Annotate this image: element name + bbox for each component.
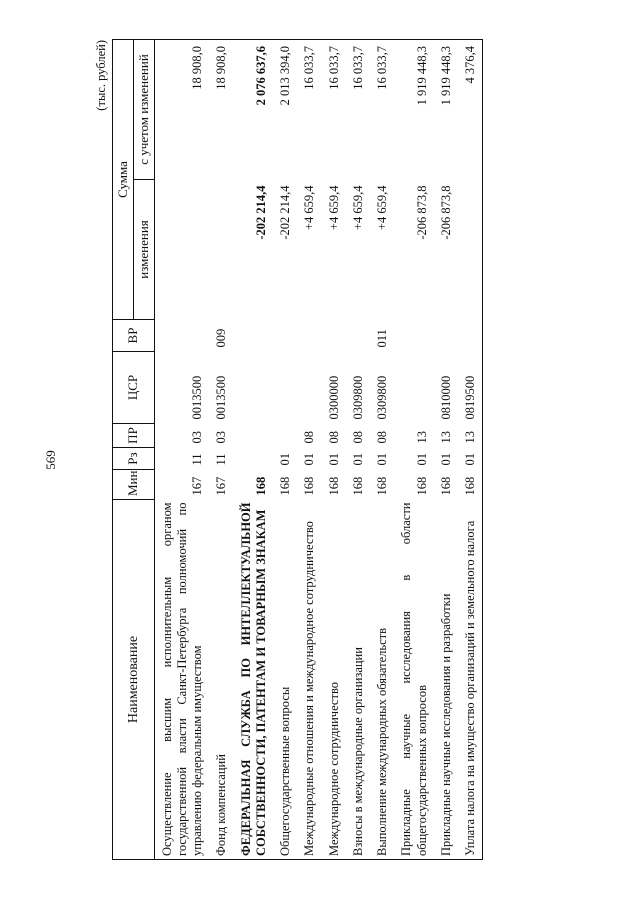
row-csr: 0013500: [190, 375, 205, 420]
table-row: [346, 40, 370, 860]
table-row: [273, 40, 297, 860]
row-vr: 011: [375, 329, 390, 348]
row-change: [154, 180, 209, 320]
row-total: 18 908,0: [209, 40, 233, 180]
row-name: Осуществление высшим исполнительным органом государственной власти Санкт-Петербурга полномочий по управлению федеральным имуществом: [154, 500, 209, 860]
row-rz: 01: [438, 453, 453, 466]
table-row: [154, 40, 209, 860]
row-change: -206 873,8: [414, 185, 429, 240]
row-csr: [234, 352, 274, 424]
row-name: Общегосударственные вопросы: [273, 500, 297, 860]
row-total: 1 919 448,3: [434, 40, 458, 180]
row-vr: [154, 320, 209, 352]
row-vr: [322, 320, 346, 352]
row-rz: 01: [302, 453, 317, 466]
row-pr: [273, 424, 297, 448]
row-rz: 01: [350, 453, 365, 466]
table-row: [394, 40, 434, 860]
unit-label: (тыс. рублей): [94, 40, 108, 111]
header-name: Наименование: [113, 500, 155, 860]
row-pr: 03: [190, 431, 205, 444]
row-min: 167: [190, 476, 205, 496]
row-name: Взносы в международные организации: [346, 500, 370, 860]
row-change: -202 214,4: [253, 185, 268, 240]
row-vr: 009: [214, 328, 229, 348]
row-csr: [297, 352, 321, 424]
row-csr: 0309800: [375, 375, 390, 420]
header-rz: Рз: [113, 448, 155, 470]
row-name: Прикладные научные исследования в области общегосударственных вопросов: [394, 500, 434, 860]
row-change: -202 214,4: [278, 185, 293, 240]
table-row: [434, 40, 458, 860]
row-min: 168: [278, 476, 293, 496]
row-total: 4 376,4: [458, 40, 483, 180]
row-rz: 11: [190, 453, 205, 466]
row-change: -206 873,8: [438, 185, 453, 240]
header-total: с учетом изменений: [133, 40, 154, 180]
row-rz: 01: [458, 448, 483, 470]
row-pr: 03: [214, 431, 229, 444]
row-change: +4 659,4: [375, 185, 390, 231]
row-rz: 11: [214, 453, 229, 466]
row-pr: [234, 424, 274, 448]
row-csr: 0013500: [214, 375, 229, 420]
row-pr: 13: [458, 424, 483, 448]
rotated-page-content: [96, 40, 586, 860]
row-rz: 01: [326, 453, 341, 466]
row-csr: [273, 352, 297, 424]
row-total: 2 076 637,6: [234, 40, 274, 180]
row-total: 16 033,7: [346, 40, 370, 180]
row-csr: [394, 352, 434, 424]
row-csr: 0810000: [438, 375, 453, 420]
row-min: 168: [414, 476, 429, 496]
row-rz: 01: [414, 453, 429, 466]
row-pr: 08: [375, 431, 390, 444]
row-name: Выполнение международных обязательств: [370, 500, 394, 860]
row-total: 16 033,7: [297, 40, 321, 180]
table-row: [322, 40, 346, 860]
header-sum: Сумма: [113, 40, 134, 320]
page-number: 569: [43, 450, 58, 470]
row-min: 168: [458, 470, 483, 500]
row-change: +4 659,4: [302, 185, 317, 231]
table-row: [297, 40, 321, 860]
header-pr: ПР: [113, 424, 155, 448]
table-row: [234, 40, 274, 860]
row-min: 167: [214, 476, 229, 496]
row-pr: 08: [350, 431, 365, 444]
header-min: Мин: [113, 470, 155, 500]
row-vr: [434, 320, 458, 352]
table-row: [209, 40, 233, 860]
table-row: [458, 40, 483, 860]
row-min: 168: [253, 476, 268, 496]
header-vr: ВР: [113, 320, 155, 352]
row-vr: [297, 320, 321, 352]
row-rz: 01: [375, 453, 390, 466]
row-min: 168: [375, 476, 390, 496]
row-pr: 08: [302, 431, 317, 444]
row-pr: 08: [326, 431, 341, 444]
row-csr: 0300000: [326, 375, 341, 420]
header-csr: ЦСР: [113, 352, 155, 424]
row-name: Уплата налога на имущество организаций и земельного налога: [458, 500, 483, 860]
row-rz: [234, 448, 274, 470]
row-name: Фонд компенсаций: [209, 500, 233, 860]
table-row: [370, 40, 394, 860]
row-name: Международное сотрудничество: [322, 500, 346, 860]
row-rz: 01: [278, 453, 293, 466]
row-csr: 0309800: [350, 375, 365, 420]
row-change: +4 659,4: [350, 185, 365, 231]
row-min: 168: [326, 476, 341, 496]
header-change: изменения: [133, 180, 154, 320]
row-vr: [394, 320, 434, 352]
row-change: [458, 180, 483, 320]
row-min: 168: [302, 476, 317, 496]
row-vr: [458, 320, 483, 352]
row-vr: [346, 320, 370, 352]
row-vr: [273, 320, 297, 352]
row-name: ФЕДЕРАЛЬНАЯ СЛУЖБА ПО ИНТЕЛЛЕКТУАЛЬНОЙ СОБСТВЕННОСТИ, ПАТЕНТАМ И ТОВАРНЫМ ЗНАКАМ: [234, 500, 274, 860]
row-name: Международные отношения и международное сотрудничество: [297, 500, 321, 860]
row-vr: [234, 320, 274, 352]
row-total: 16 033,7: [370, 40, 394, 180]
row-change: [209, 180, 233, 320]
budget-table: [112, 39, 483, 860]
row-min: 168: [438, 476, 453, 496]
row-change: +4 659,4: [326, 185, 341, 231]
row-min: 168: [350, 476, 365, 496]
row-csr: 0819500: [458, 352, 483, 424]
row-pr: 13: [438, 431, 453, 444]
row-total: 2 013 394,0: [273, 40, 297, 180]
row-total: 18 908,0: [154, 40, 209, 180]
row-total: 1 919 448,3: [394, 40, 434, 180]
row-name: Прикладные научные исследования и разработки: [434, 500, 458, 860]
row-pr: 13: [414, 431, 429, 444]
row-total: 16 033,7: [322, 40, 346, 180]
